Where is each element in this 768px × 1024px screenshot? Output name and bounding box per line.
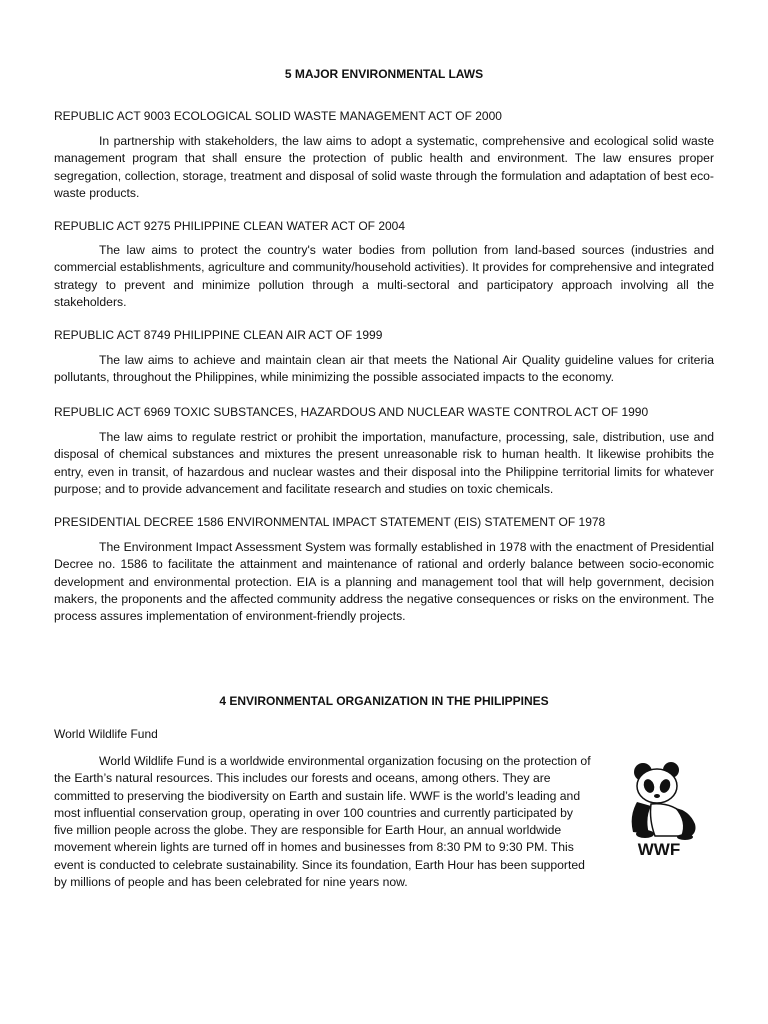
org-body: World Wildlife Fund is a worldwide environmental organization focusing on the protection of the Earth’s natural resources. This includes our forests and oceans, among others. They are committed to preserving the biodiversity on Earth and sustain life. WWF is the world’s leading and most influential conservation group, operating in over 100 countries and currently participated by five million people across the globe. They are responsible for Earth Hour, an annual worldwide movement wherein lights are turned off in homes and businesses from 8:30 PM to 9:30 PM. This event is conducted to celebrate sustainability. Since its foundation, Earth Hour has been supported by millions of people and has been celebrated for nine years now. xyxy=(54,754,591,890)
law-body-3: The law aims to achieve and maintain clean air that meets the National Air Quality guideline values for criteria pollutants, throughout the Philippines, while minimizing the possible associated impacts to the economy. xyxy=(54,353,714,385)
org-name: World Wildlife Fund xyxy=(54,727,158,741)
page-title: 5 MAJOR ENVIRONMENTAL LAWS xyxy=(284,67,484,81)
law-body-4: The law aims to regulate restrict or prohibit the importation, manufacture, processing, sale, distribution, use and disposal of chemical substances and mixtures the present unreasonable risk to human health. It likewise prohibits the entry, even in transit, of hazardous and nuclear wastes and their disposal into the Philippine territorial limits for whatever purpose; and to provide advancement and facilitate research and studies on toxic chemicals. xyxy=(54,430,714,496)
panda-logo-icon xyxy=(615,758,715,858)
law-body-5: The Environment Impact Assessment System was formally established in 1978 with the enactment of Presidential Decree no. 1586 to facilitate the attainment and maintenance of rational and orderly balance between socio-economic development and environmental protection. EIA is a planning and management tool that will help government, decision makers, the proponents and the affected community address the negative consequences or risks on the environment. The process assures implementation of environment-friendly projects. xyxy=(54,540,714,624)
wwf-logo xyxy=(615,758,715,858)
org-section-title: 4 ENVIRONMENTAL ORGANIZATION IN THE PHILIPPINES xyxy=(219,694,549,708)
law-body-1: In partnership with stakeholders, the law aims to adopt a systematic, comprehensive and ecological solid waste management program that shall ensure the protection of public health and environment. The law ensures proper segregation, collection, storage, treatment and disposal of solid waste through the formulation and adaptation of best eco-waste products. xyxy=(54,134,714,200)
law-heading-3: REPUBLIC ACT 8749 PHILIPPINE CLEAN AIR ACT OF 1999 xyxy=(54,328,383,342)
law-heading-1: REPUBLIC ACT 9003 ECOLOGICAL SOLID WASTE MANAGEMENT ACT OF 2000 xyxy=(54,109,502,123)
law-body-2: The law aims to protect the country's water bodies from pollution from land-based sources (industries and commercial establishments, agriculture and community/household activities). It provides for comprehensive and integrated strategy to prevent and minimize pollution through a multi-sectoral and participatory approach involving all the stakeholders. xyxy=(54,243,714,309)
law-heading-2: REPUBLIC ACT 9275 PHILIPPINE CLEAN WATER ACT OF 2004 xyxy=(54,219,406,233)
wwf-logo-text: WWF xyxy=(637,840,681,858)
law-heading-4: REPUBLIC ACT 6969 TOXIC SUBSTANCES, HAZARDOUS AND NUCLEAR WASTE CONTROL ACT OF 1990 xyxy=(54,405,649,419)
law-heading-5: PRESIDENTIAL DECREE 1586 ENVIRONMENTAL IMPACT STATEMENT (EIS) STATEMENT OF 1978 xyxy=(54,515,606,529)
